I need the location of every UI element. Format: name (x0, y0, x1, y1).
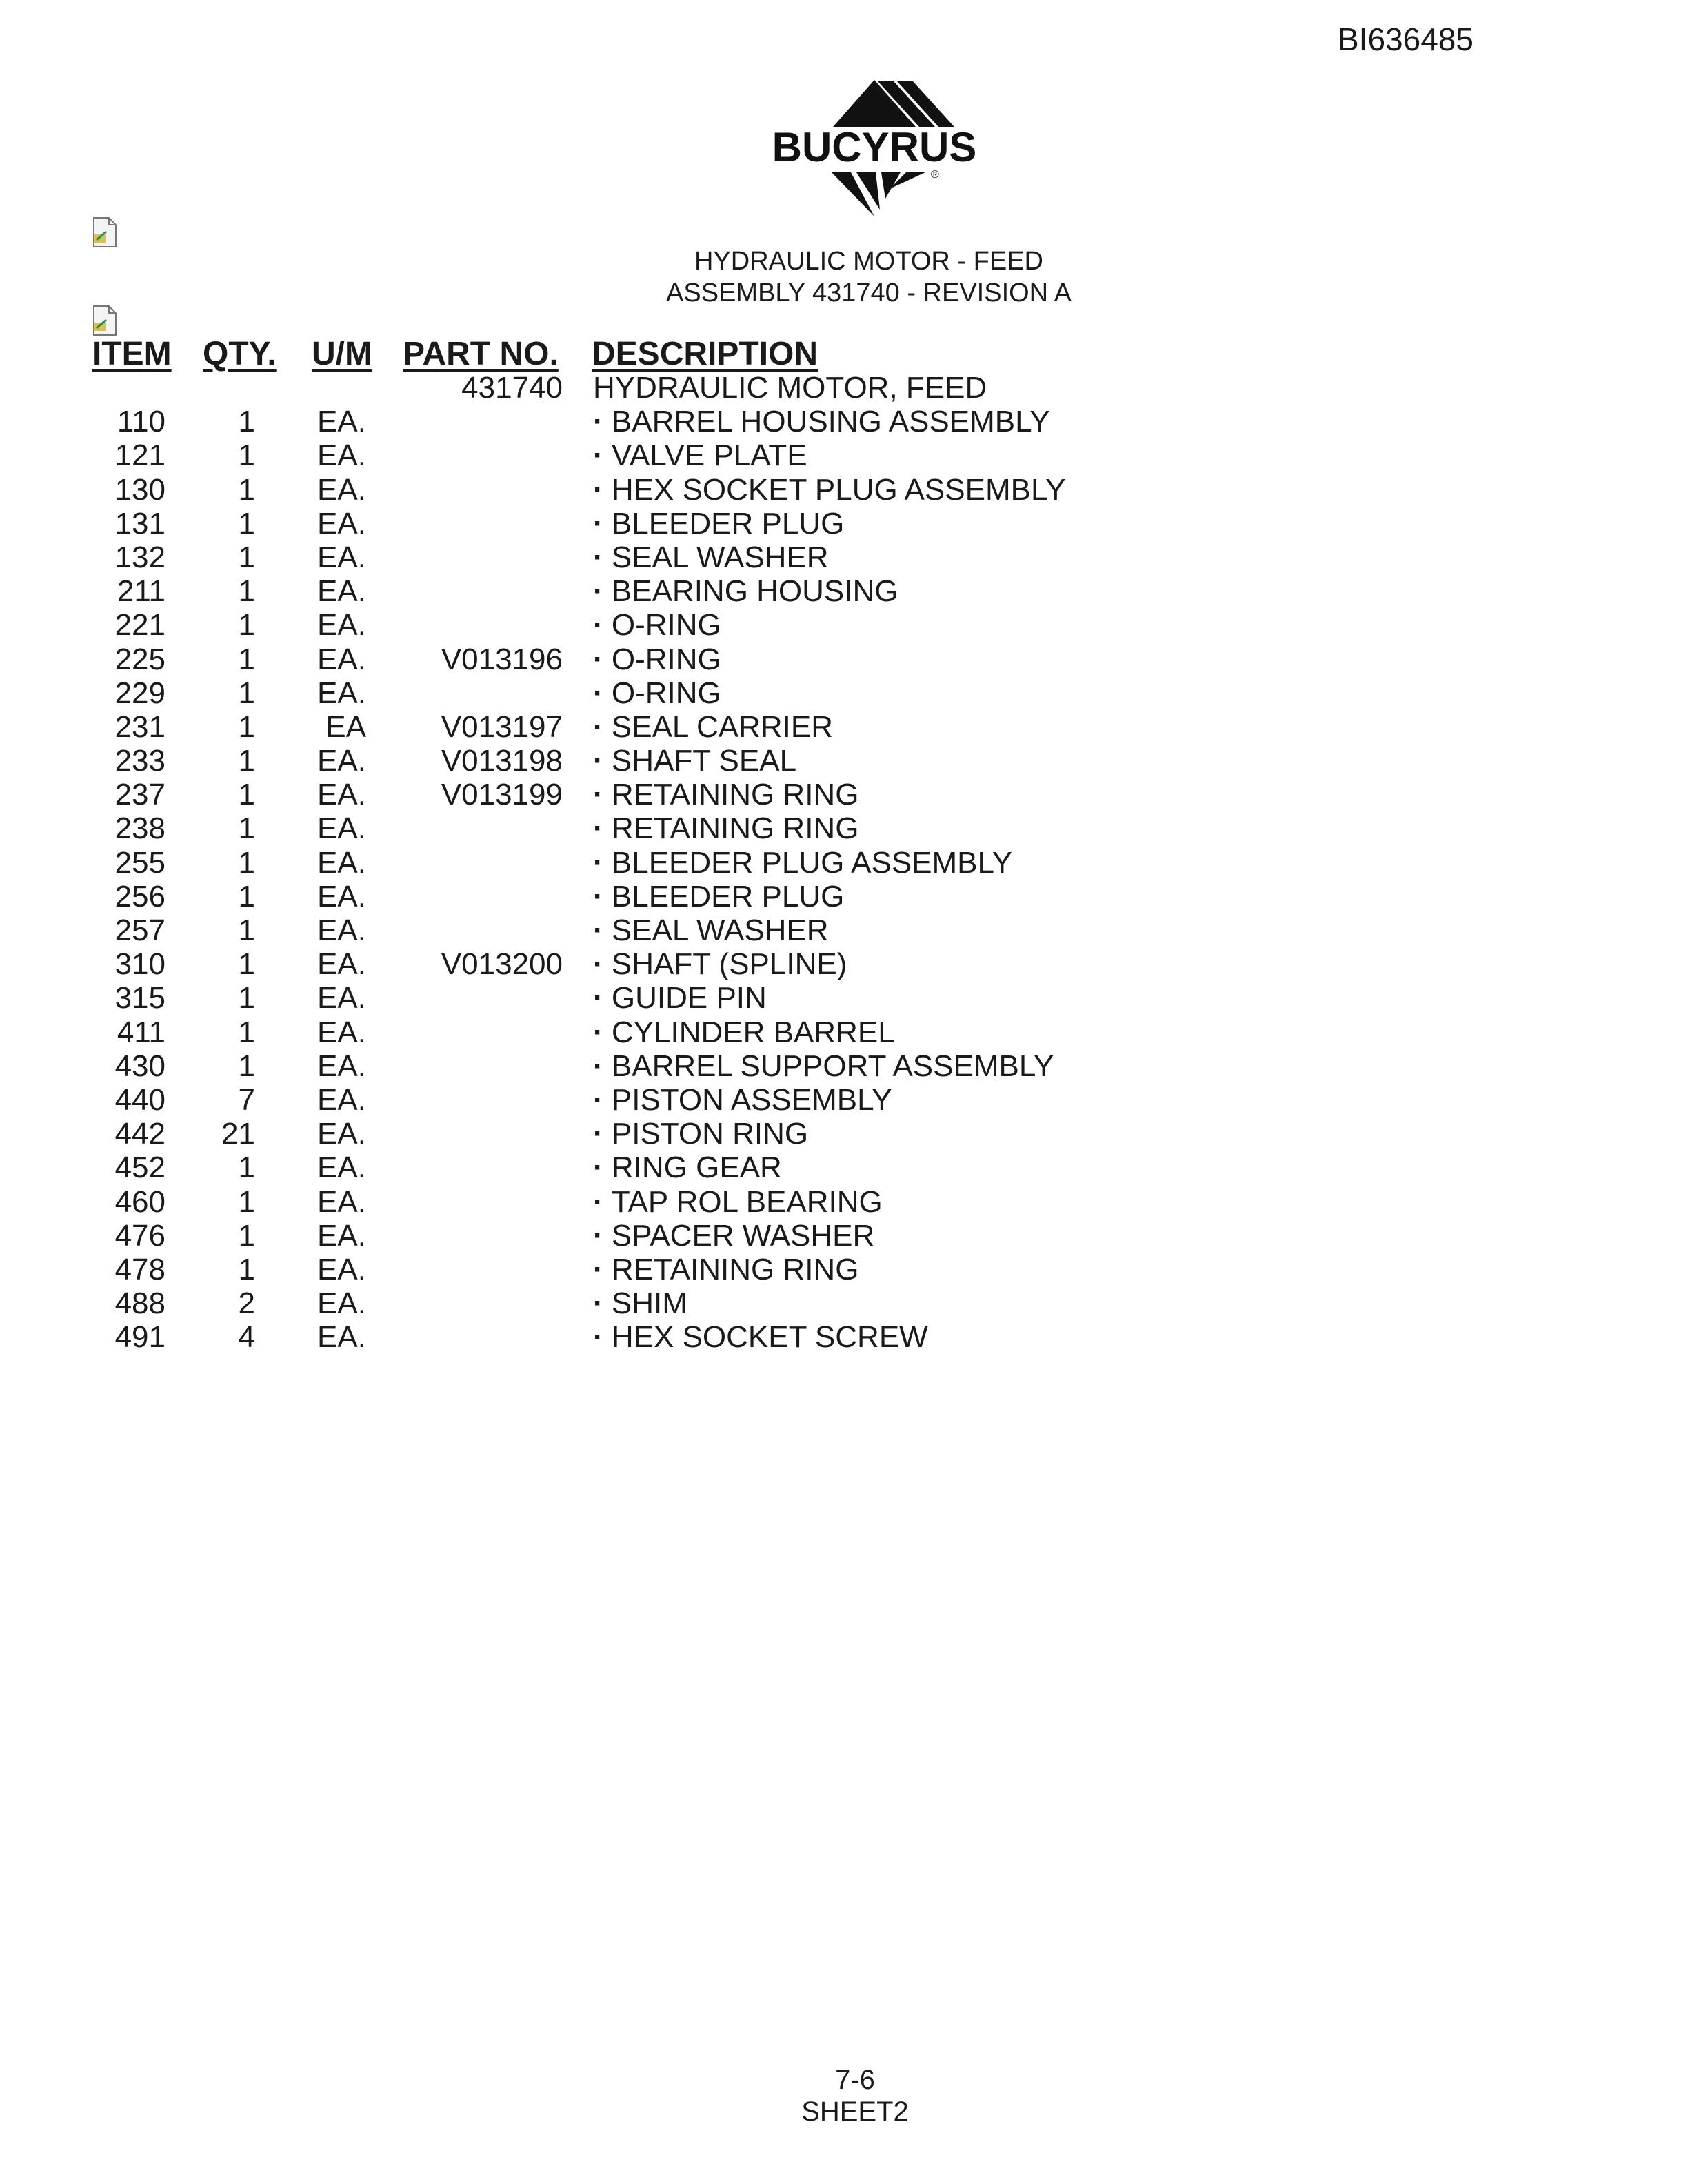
item-cell: 130 (114, 472, 165, 507)
qty-cell: 1 (238, 1218, 255, 1253)
header-item: ITEM (92, 336, 172, 372)
table-row (0, 473, 1688, 507)
qty-cell: 1 (238, 608, 255, 643)
header-qty: QTY. (203, 336, 277, 372)
table-row (0, 1117, 1688, 1151)
qty-cell: 1 (238, 1151, 255, 1185)
table-row (0, 1049, 1688, 1083)
table-row (0, 1320, 1688, 1354)
item-cell: 255 (114, 845, 165, 880)
um-cell: EA. (317, 1082, 366, 1117)
qty-cell: 1 (238, 676, 255, 710)
description-cell: · BLEEDER PLUG (593, 880, 844, 913)
description-cell: · BARREL SUPPORT ASSEMBLY (593, 1049, 1054, 1083)
um-cell: EA. (317, 405, 366, 439)
qty-cell: 7 (238, 1082, 255, 1117)
sheet-label: SHEET2 (801, 2096, 909, 2127)
table-row (0, 540, 1688, 574)
qty-cell: 1 (238, 947, 255, 982)
title-line-2: ASSEMBLY 431740 - REVISION A (666, 279, 1072, 307)
item-cell: 121 (114, 438, 165, 473)
table-row (0, 913, 1688, 947)
qty-cell: 1 (238, 913, 255, 947)
qty-cell: 2 (238, 1286, 255, 1321)
description-cell: · O-RING (593, 643, 721, 676)
table-row (0, 1185, 1688, 1219)
um-cell: EA. (317, 879, 366, 913)
qty-cell: 1 (238, 574, 255, 609)
table-row (0, 1151, 1688, 1184)
item-cell: 238 (114, 811, 165, 846)
item-cell: 237 (114, 778, 165, 812)
um-cell: EA. (317, 472, 366, 507)
qty-cell: 1 (238, 472, 255, 507)
document-id: BI636485 (1338, 21, 1474, 57)
description-cell: · BARREL HOUSING ASSEMBLY (593, 405, 1050, 438)
um-cell: EA. (317, 438, 366, 473)
description-cell: · HEX SOCKET SCREW (593, 1320, 928, 1354)
description-cell: · TAP ROL BEARING (593, 1185, 883, 1219)
parts-list (0, 371, 1688, 1354)
um-cell: EA. (317, 1184, 366, 1219)
item-cell: 491 (114, 1320, 165, 1355)
item-cell: 132 (114, 540, 165, 574)
table-row (0, 676, 1688, 710)
page-footer (717, 2064, 993, 2127)
table-row (0, 1253, 1688, 1286)
qty-cell: 1 (238, 642, 255, 676)
part-no-cell: V013200 (441, 947, 563, 982)
um-cell: EA. (317, 778, 366, 812)
description-cell: · BEARING HOUSING (593, 574, 898, 608)
item-cell: 442 (114, 1117, 165, 1151)
description-cell: HYDRAULIC MOTOR, FEED (593, 371, 987, 405)
table-row (0, 608, 1688, 642)
title-line-1: HYDRAULIC MOTOR - FEED (694, 247, 1043, 276)
description-cell: · BLEEDER PLUG ASSEMBLY (593, 846, 1012, 880)
table-row (0, 371, 1688, 405)
item-cell: 460 (114, 1184, 165, 1219)
qty-cell: 1 (238, 405, 255, 439)
item-cell: 315 (114, 981, 165, 1015)
item-cell: 225 (114, 642, 165, 676)
description-cell: · SPACER WASHER (593, 1219, 874, 1253)
um-cell: EA. (317, 1252, 366, 1286)
um-cell: EA. (317, 1218, 366, 1253)
part-no-cell: V013198 (441, 744, 563, 778)
um-cell: EA. (317, 913, 366, 947)
description-cell: · O-RING (593, 676, 721, 710)
description-cell: · O-RING (593, 608, 721, 642)
document-icon[interactable] (91, 305, 119, 336)
description-cell: · SHIM (593, 1286, 687, 1320)
part-no-cell: V013199 (441, 778, 563, 812)
um-cell: EA. (317, 1117, 366, 1151)
qty-cell: 21 (221, 1117, 255, 1151)
table-row (0, 438, 1688, 472)
description-cell: · GUIDE PIN (593, 981, 767, 1015)
item-cell: 476 (114, 1218, 165, 1253)
um-cell: EA. (317, 506, 366, 540)
um-cell: EA (317, 709, 366, 744)
part-no-cell: V013196 (441, 642, 563, 676)
um-cell: EA. (317, 744, 366, 778)
part-no-cell: 431740 (461, 371, 563, 405)
item-cell: 488 (114, 1286, 165, 1321)
bucyrus-logo (757, 74, 992, 225)
table-row (0, 846, 1688, 880)
description-cell: · RING GEAR (593, 1151, 782, 1184)
um-cell: EA. (317, 1151, 366, 1185)
header-part-no: PART NO. (403, 336, 559, 372)
table-row (0, 880, 1688, 913)
table-row (0, 778, 1688, 811)
description-cell: · SEAL WASHER (593, 913, 829, 947)
qty-cell: 1 (238, 506, 255, 540)
table-row (0, 744, 1688, 778)
item-cell: 310 (114, 947, 165, 982)
um-cell: EA. (317, 1286, 366, 1321)
table-row (0, 710, 1688, 744)
qty-cell: 1 (238, 709, 255, 744)
table-row (0, 1286, 1688, 1320)
um-cell: EA. (317, 811, 366, 846)
item-cell: 229 (114, 676, 165, 710)
um-cell: EA. (317, 1320, 366, 1355)
qty-cell: 1 (238, 845, 255, 880)
qty-cell: 1 (238, 1015, 255, 1049)
table-row (0, 643, 1688, 676)
table-row (0, 811, 1688, 845)
um-cell: EA. (317, 947, 366, 982)
qty-cell: 1 (238, 438, 255, 473)
document-title (593, 245, 1145, 309)
qty-cell: 1 (238, 744, 255, 778)
um-cell: EA. (317, 642, 366, 676)
item-cell: 430 (114, 1049, 165, 1083)
item-cell: 452 (114, 1151, 165, 1185)
svg-text:®: ® (931, 169, 939, 181)
table-row (0, 981, 1688, 1015)
description-cell: · SEAL WASHER (593, 540, 829, 574)
description-cell: · PISTON ASSEMBLY (593, 1083, 892, 1117)
item-cell: 131 (114, 506, 165, 540)
item-cell: 411 (117, 1015, 165, 1049)
item-cell: 257 (114, 913, 165, 947)
qty-cell: 1 (238, 540, 255, 574)
description-cell: · RETAINING RING (593, 1253, 858, 1286)
item-cell: 233 (114, 744, 165, 778)
page-number: 7-6 (835, 2065, 875, 2095)
table-row (0, 405, 1688, 438)
qty-cell: 4 (238, 1320, 255, 1355)
table-row (0, 1083, 1688, 1117)
description-cell: · SEAL CARRIER (593, 710, 833, 744)
description-cell: · RETAINING RING (593, 811, 858, 845)
um-cell: EA. (317, 1049, 366, 1083)
um-cell: EA. (317, 540, 366, 574)
description-cell: · BLEEDER PLUG (593, 507, 844, 540)
item-cell: 478 (114, 1252, 165, 1286)
description-cell: · RETAINING RING (593, 778, 858, 811)
header-description: DESCRIPTION (592, 336, 818, 372)
um-cell: EA. (317, 574, 366, 609)
qty-cell: 1 (238, 1252, 255, 1286)
table-row (0, 947, 1688, 981)
item-cell: 211 (117, 574, 165, 609)
description-cell: · CYLINDER BARREL (593, 1015, 895, 1049)
part-no-cell: V013197 (441, 709, 563, 744)
description-cell: · HEX SOCKET PLUG ASSEMBLY (593, 473, 1066, 507)
document-icon[interactable] (91, 216, 119, 248)
qty-cell: 1 (238, 981, 255, 1015)
item-cell: 440 (114, 1082, 165, 1117)
table-row (0, 1015, 1688, 1049)
item-cell: 256 (114, 879, 165, 913)
qty-cell: 1 (238, 1184, 255, 1219)
um-cell: EA. (317, 981, 366, 1015)
description-cell: · VALVE PLATE (593, 438, 807, 472)
qty-cell: 1 (238, 811, 255, 846)
qty-cell: 1 (238, 778, 255, 812)
description-cell: · PISTON RING (593, 1117, 808, 1151)
logo-wordmark: BUCYRUS (772, 124, 977, 170)
table-row (0, 507, 1688, 540)
table-row (0, 1219, 1688, 1253)
qty-cell: 1 (238, 1049, 255, 1083)
um-cell: EA. (317, 608, 366, 643)
header-um: U/M (312, 336, 372, 372)
um-cell: EA. (317, 676, 366, 710)
item-cell: 231 (114, 709, 165, 744)
description-cell: · SHAFT SEAL (593, 744, 796, 778)
item-cell: 221 (114, 608, 165, 643)
item-cell: 110 (117, 405, 165, 439)
um-cell: EA. (317, 1015, 366, 1049)
um-cell: EA. (317, 845, 366, 880)
qty-cell: 1 (238, 879, 255, 913)
description-cell: · SHAFT (SPLINE) (593, 947, 847, 981)
table-row (0, 574, 1688, 608)
